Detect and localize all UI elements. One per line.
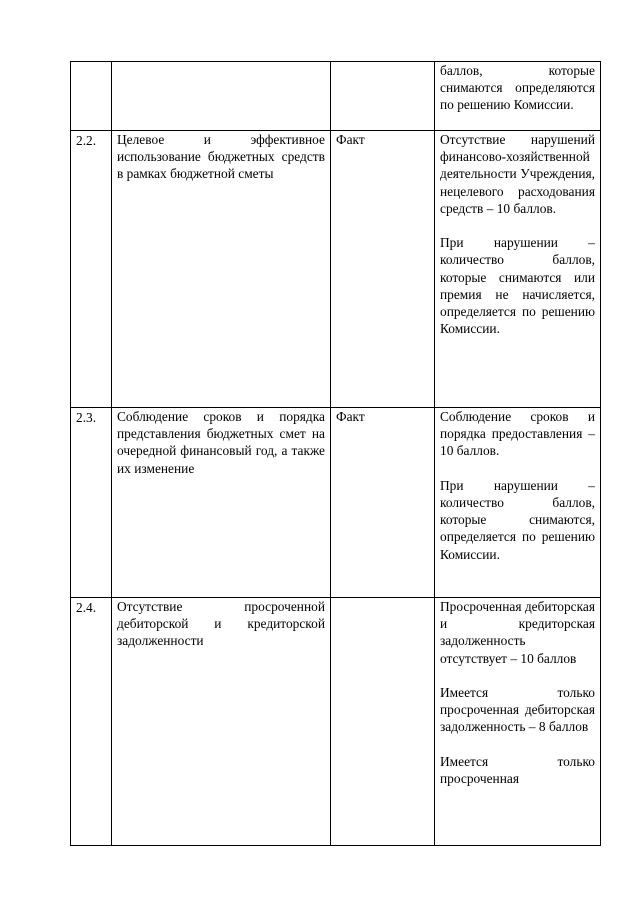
source-cell [331, 598, 435, 846]
criterion-cell [112, 62, 331, 131]
source-cell [331, 62, 435, 131]
table-row [71, 62, 601, 131]
row-number [71, 62, 112, 131]
criterion-cell: Отсутствие просроченной дебиторской и кредиторской задолженности [112, 598, 331, 846]
row-number: 2.4. [71, 598, 112, 846]
table-row [71, 131, 601, 408]
assessment-cell [435, 62, 601, 131]
assessment-cell [435, 408, 601, 598]
source-cell: Факт [331, 131, 435, 408]
assessment-cell [435, 598, 601, 846]
assessment-paragraph: При нарушении – количество баллов, которые снимаются, определяется по решению Комиссии. [440, 477, 595, 562]
assessment-paragraph: Имеется только просроченная дебиторская задолженность – 8 баллов [440, 685, 595, 735]
row-number: 2.2. [71, 131, 112, 408]
assessment-paragraph: Просроченная дебиторская и кредиторская задолженность отсутствует – 10 баллов [440, 599, 595, 666]
assessment-paragraph: Имеется только просроченная [440, 753, 595, 786]
table-row [71, 598, 601, 846]
assessment-paragraph: При нарушении – количество баллов, которые снимаются или премия не начисляется, определяется по решению Комиссии. [440, 235, 595, 337]
row-number: 2.3. [71, 408, 112, 598]
assessment-paragraph: баллов, которые снимаются определяются по решению Комиссии. [440, 63, 595, 113]
assessment-cell [435, 131, 601, 408]
source-cell: Факт [331, 408, 435, 598]
criterion-cell: Целевое и эффективное использование бюджетных средств в рамках бюджетной сметы [112, 131, 331, 408]
assessment-paragraph: Соблюдение сроков и порядка предоставления – 10 баллов. [440, 409, 595, 459]
table-row [71, 408, 601, 598]
assessment-paragraph: Отсутствие нарушений финансово-хозяйственной деятельности Учреждения, нецелевого расходования средств – 10 баллов. [440, 132, 595, 216]
criterion-cell: Соблюдение сроков и порядка представления бюджетных смет на очередной финансовый год, а также их изменение [112, 408, 331, 598]
criteria-table [70, 61, 601, 846]
